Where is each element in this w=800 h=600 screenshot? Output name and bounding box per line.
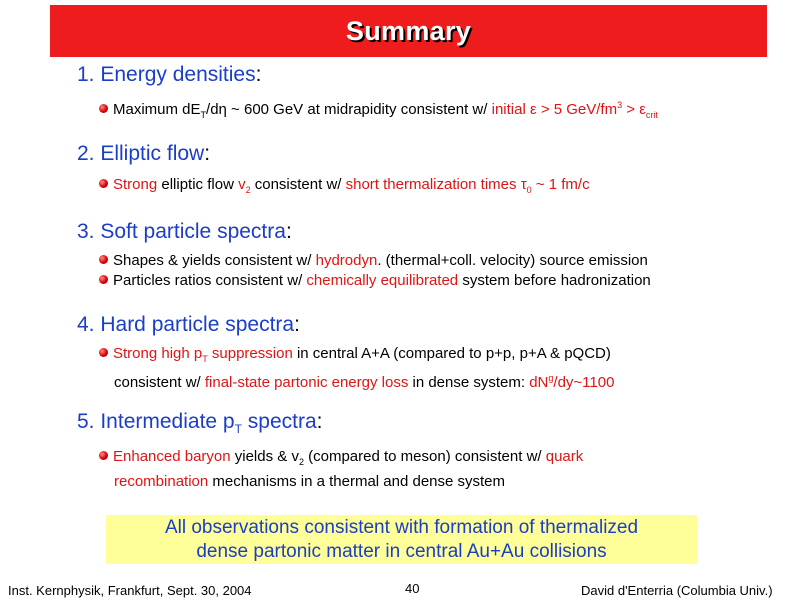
- highlight-text: /dy~1100: [553, 374, 615, 391]
- highlight-text: initial ε > 5 GeV/fm: [491, 101, 618, 118]
- conclusion-box: [106, 515, 697, 564]
- section-3-colon: :: [285, 220, 292, 243]
- page-title: Summary: [345, 15, 472, 46]
- highlight-text: v: [238, 176, 246, 193]
- bullet-icon: [99, 104, 108, 113]
- section-1-title: 1. Energy densities: [77, 63, 256, 86]
- text: consistent w/: [250, 176, 346, 193]
- section-3-title: 3. Soft particle spectra: [77, 220, 286, 243]
- superscript: 3: [617, 100, 623, 110]
- section-5-bullet-1-continued: [114, 472, 505, 491]
- section-1-colon: :: [255, 63, 262, 86]
- highlight-text: quark: [545, 448, 584, 465]
- highlight-text: short thermalization times τ: [345, 176, 527, 193]
- section-5-colon: :: [316, 410, 323, 433]
- text: yields & v: [230, 448, 299, 465]
- subscript: 0: [526, 185, 532, 195]
- highlight-text: ~ 1 fm/c: [531, 176, 590, 193]
- text: (compared to meson) consistent w/: [303, 448, 546, 465]
- text: elliptic flow: [157, 176, 239, 193]
- section-4-bullet-1: [99, 344, 611, 369]
- highlight-text: hydrodyn: [315, 252, 378, 269]
- text: /dη ~ 600 GeV at midrapidity consistent w/: [206, 101, 492, 118]
- section-2-title: 2. Elliptic flow: [77, 142, 205, 165]
- section-4-bullet-1-continued: [114, 369, 614, 392]
- bullet-icon: [99, 179, 108, 188]
- footer-left: Inst. Kernphysik, Frankfurt, Sept. 30, 2004: [8, 583, 252, 598]
- section-3-heading: [77, 220, 292, 244]
- subscript: crit: [645, 110, 658, 120]
- section-3-bullet-1: [99, 251, 648, 270]
- bullet-icon: [99, 255, 108, 264]
- highlight-text: dN: [529, 374, 549, 391]
- text: consistent w/: [114, 374, 205, 391]
- highlight-text: recombination: [114, 473, 209, 490]
- highlight-text: suppression: [207, 345, 293, 362]
- text: in central A+A (compared to p+p, p+A & pQCD): [292, 345, 611, 362]
- text: . (thermal+coll. velocity) source emission: [377, 252, 648, 269]
- text: Particles ratios consistent w/: [113, 272, 307, 289]
- highlight-text: Strong high p: [113, 345, 203, 362]
- text: Maximum dE: [113, 101, 201, 118]
- bullet-icon: [99, 348, 108, 357]
- highlight-text: final-state partonic energy loss: [204, 374, 409, 391]
- section-1-heading: [77, 63, 261, 87]
- section-4-colon: :: [294, 313, 300, 336]
- section-5-title: 5. Intermediate p: [77, 410, 235, 433]
- text: Shapes & yields consistent w/: [113, 252, 316, 269]
- conclusion-line-1: All observations consistent with formation of thermalized: [164, 517, 639, 538]
- bullet-icon: [99, 275, 108, 284]
- text: mechanisms in a thermal and dense system: [208, 473, 506, 490]
- highlight-text: Enhanced baryon: [113, 448, 231, 465]
- bullet-icon: [99, 451, 108, 460]
- section-3-bullet-2: [99, 271, 651, 290]
- section-2-colon: :: [204, 142, 211, 165]
- subscript: 2: [245, 185, 251, 195]
- section-2-heading: [77, 142, 210, 166]
- highlight-text: chemically equilibrated: [306, 272, 459, 289]
- section-5-bullet-1: [99, 447, 583, 472]
- footer-right: David d'Enterria (Columbia Univ.): [581, 583, 773, 598]
- superscript: g: [548, 373, 554, 383]
- conclusion-line-2: dense partonic matter in central Au+Au collisions: [196, 541, 607, 562]
- subscript: T: [202, 354, 208, 364]
- section-4-title: 4. Hard particle spectra: [77, 313, 295, 336]
- section-4-heading: [77, 313, 300, 337]
- highlight-text: Strong: [113, 176, 158, 193]
- page-number: 40: [405, 581, 420, 596]
- subscript: 2: [298, 457, 304, 467]
- section-5-heading: [77, 410, 322, 436]
- section-2-bullet-1: [99, 175, 590, 200]
- section-5-title-rest: spectra: [241, 410, 317, 433]
- section-1-bullet-1: [99, 96, 658, 125]
- text: system before hadronization: [458, 272, 651, 289]
- subscript: T: [234, 422, 242, 437]
- highlight-text: > ε: [622, 101, 646, 118]
- subscript: T: [200, 110, 207, 120]
- title-bar: [50, 5, 767, 57]
- text: in dense system:: [408, 374, 530, 391]
